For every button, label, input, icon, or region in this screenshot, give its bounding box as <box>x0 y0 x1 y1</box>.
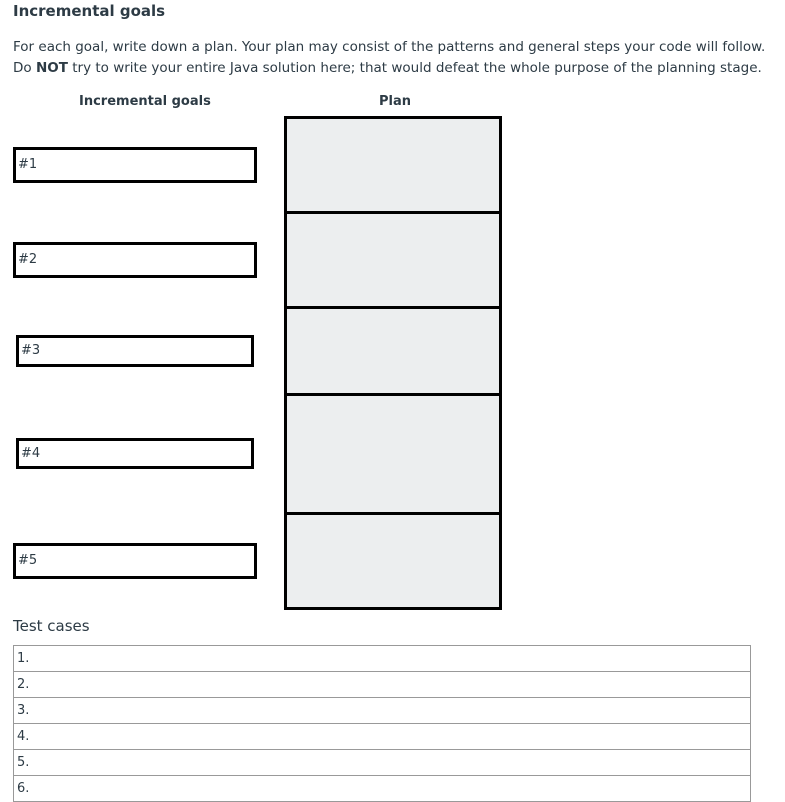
plan-column-header: Plan <box>379 94 412 109</box>
goal-box-4[interactable] <box>16 438 254 469</box>
goal-box-5[interactable] <box>13 543 257 579</box>
plan-box-2[interactable] <box>284 211 502 309</box>
test-cases-title: Test cases <box>13 617 90 635</box>
intro-paragraph <box>13 37 773 79</box>
goal-label-4: #4 <box>21 446 41 461</box>
test-case-row[interactable] <box>13 723 751 750</box>
goal-box-3[interactable] <box>16 335 254 367</box>
test-case-number: 2. <box>17 677 30 692</box>
goal-label-5: #5 <box>18 553 38 568</box>
test-case-row[interactable] <box>13 697 751 724</box>
goal-box-2[interactable] <box>13 242 257 278</box>
goal-label-3: #3 <box>21 343 41 358</box>
test-case-number: 4. <box>17 729 30 744</box>
plan-box-5[interactable] <box>284 512 502 610</box>
intro-text-end: try to write your entire Java solution here; that would defeat the whole purpose of the planning stage. <box>67 60 762 76</box>
intro-bold-word: NOT <box>35 60 68 76</box>
plan-box-3[interactable] <box>284 306 502 396</box>
section-title: Incremental goals <box>13 2 166 20</box>
test-case-number: 1. <box>17 651 30 666</box>
plan-box-1[interactable] <box>284 116 502 214</box>
test-case-row[interactable] <box>13 645 751 672</box>
goals-column-header: Incremental goals <box>79 94 211 109</box>
test-case-number: 5. <box>17 755 30 770</box>
test-case-number: 6. <box>17 781 30 796</box>
intro-text-start: For each goal, write down a plan. Your plan may consist of the patterns and general steps your code will follow. Do <box>13 39 766 76</box>
goal-label-2: #2 <box>18 252 38 267</box>
plan-box-4[interactable] <box>284 393 502 515</box>
test-case-number: 3. <box>17 703 30 718</box>
test-case-row[interactable] <box>13 749 751 776</box>
test-case-row[interactable] <box>13 775 751 802</box>
goal-label-1: #1 <box>18 157 38 172</box>
test-case-row[interactable] <box>13 671 751 698</box>
goal-box-1[interactable] <box>13 147 257 183</box>
